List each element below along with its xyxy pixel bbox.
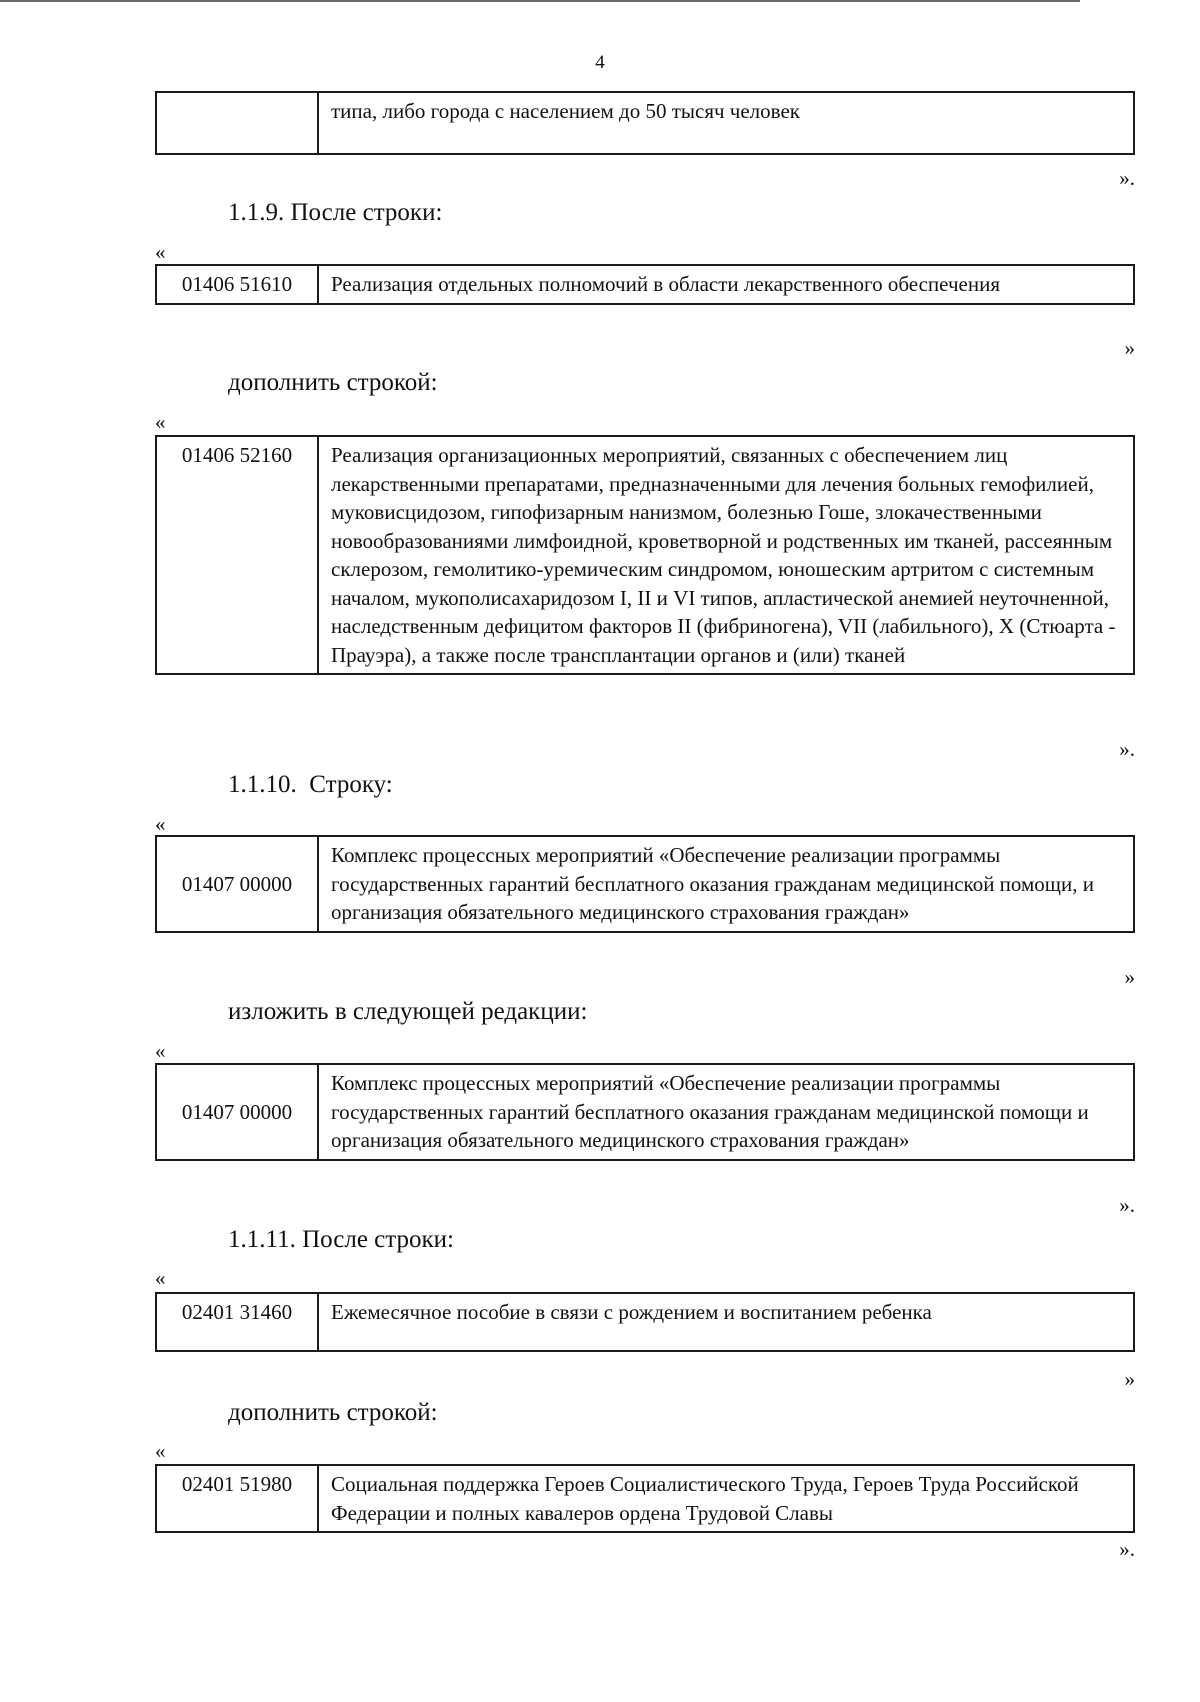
row-code: 01407 00000 bbox=[156, 1064, 318, 1160]
table-new-row bbox=[155, 435, 1135, 675]
closing-quote: ». bbox=[1119, 166, 1135, 190]
table-row bbox=[156, 92, 1134, 154]
closing-quote: » bbox=[1124, 1367, 1135, 1391]
row-description: типа, либо города с населением до 50 тысяч человек bbox=[318, 92, 1134, 154]
scan-edge bbox=[0, 0, 1080, 2]
row-code: 01406 52160 bbox=[156, 436, 318, 674]
table-row bbox=[156, 1293, 1134, 1351]
table-new-edition bbox=[155, 1063, 1135, 1161]
row-description: Комплекс процессных мероприятий «Обеспечение реализации программы государственных гарантий бесплатного оказания гражданам медицинской помощи и организация обязательного медицинского страхования граждан» bbox=[318, 1064, 1134, 1160]
closing-quote: » bbox=[1124, 336, 1135, 360]
row-code: 01406 51610 bbox=[156, 265, 318, 304]
section-heading-add-row: дополнить строкой: bbox=[228, 369, 438, 396]
table-after-row-2 bbox=[155, 1292, 1135, 1352]
opening-quote: « bbox=[155, 1266, 166, 1290]
table-old-row bbox=[155, 835, 1135, 933]
opening-quote: « bbox=[155, 1439, 166, 1463]
closing-quote: ». bbox=[1119, 1193, 1135, 1217]
opening-quote: « bbox=[155, 1039, 166, 1063]
row-description: Комплекс процессных мероприятий «Обеспечение реализации программы государственных гарантий бесплатного оказания гражданам медицинской помощи, и организация обязательного медицинского страхования граждан» bbox=[318, 836, 1134, 932]
table-row bbox=[156, 265, 1134, 304]
row-description: Ежемесячное пособие в связи с рождением и воспитанием ребенка bbox=[318, 1293, 1134, 1351]
opening-quote: « bbox=[155, 410, 166, 434]
opening-quote: « bbox=[155, 240, 166, 264]
row-code: 02401 31460 bbox=[156, 1293, 318, 1351]
closing-quote: ». bbox=[1119, 737, 1135, 761]
table-row bbox=[156, 436, 1134, 674]
row-description: Социальная поддержка Героев Социалистического Труда, Героев Труда Российской Федерации и полных кавалеров ордена Трудовой Славы bbox=[318, 1465, 1134, 1532]
closing-quote: ». bbox=[1119, 1537, 1135, 1561]
section-heading-new-edition: изложить в следующей редакции: bbox=[228, 998, 588, 1025]
table-continuation bbox=[155, 91, 1135, 155]
row-code: 01407 00000 bbox=[156, 836, 318, 932]
section-heading-1-1-9: 1.1.9. После строки: bbox=[228, 199, 443, 226]
page-number: 4 bbox=[595, 52, 605, 73]
section-heading-add-row-2: дополнить строкой: bbox=[228, 1399, 438, 1426]
table-row bbox=[156, 1064, 1134, 1160]
section-heading-1-1-11: 1.1.11. После строки: bbox=[228, 1226, 454, 1253]
closing-quote: » bbox=[1124, 965, 1135, 989]
row-code bbox=[156, 92, 318, 154]
table-row bbox=[156, 836, 1134, 932]
table-new-row-2 bbox=[155, 1464, 1135, 1533]
row-description: Реализация отдельных полномочий в области лекарственного обеспечения bbox=[318, 265, 1134, 304]
row-description: Реализация организационных мероприятий, связанных с обеспечением лиц лекарственными препаратами, предназначенными для лечения больных гемофилией, муковисцидозом, гипофизарным нанизмом, болезнью Гоше, злокачественными новообразованиями лимфоидной, кроветворной и родственных им тканей, рассеянным склерозом, гемолитико-уремическим синдромом, юношеским артритом с системным началом, мукополисахаридозом I, II и VI типов, апластической анемией неуточненной, наследственным дефицитом факторов II (фибриногена), VII (лабильного), X (Стюарта - Прауэра), а также после трансплантации органов и (или) тканей bbox=[318, 436, 1134, 674]
table-after-row bbox=[155, 264, 1135, 305]
opening-quote: « bbox=[155, 812, 166, 836]
table-row bbox=[156, 1465, 1134, 1532]
section-heading-1-1-10: 1.1.10. Строку: bbox=[228, 771, 393, 798]
row-code: 02401 51980 bbox=[156, 1465, 318, 1532]
